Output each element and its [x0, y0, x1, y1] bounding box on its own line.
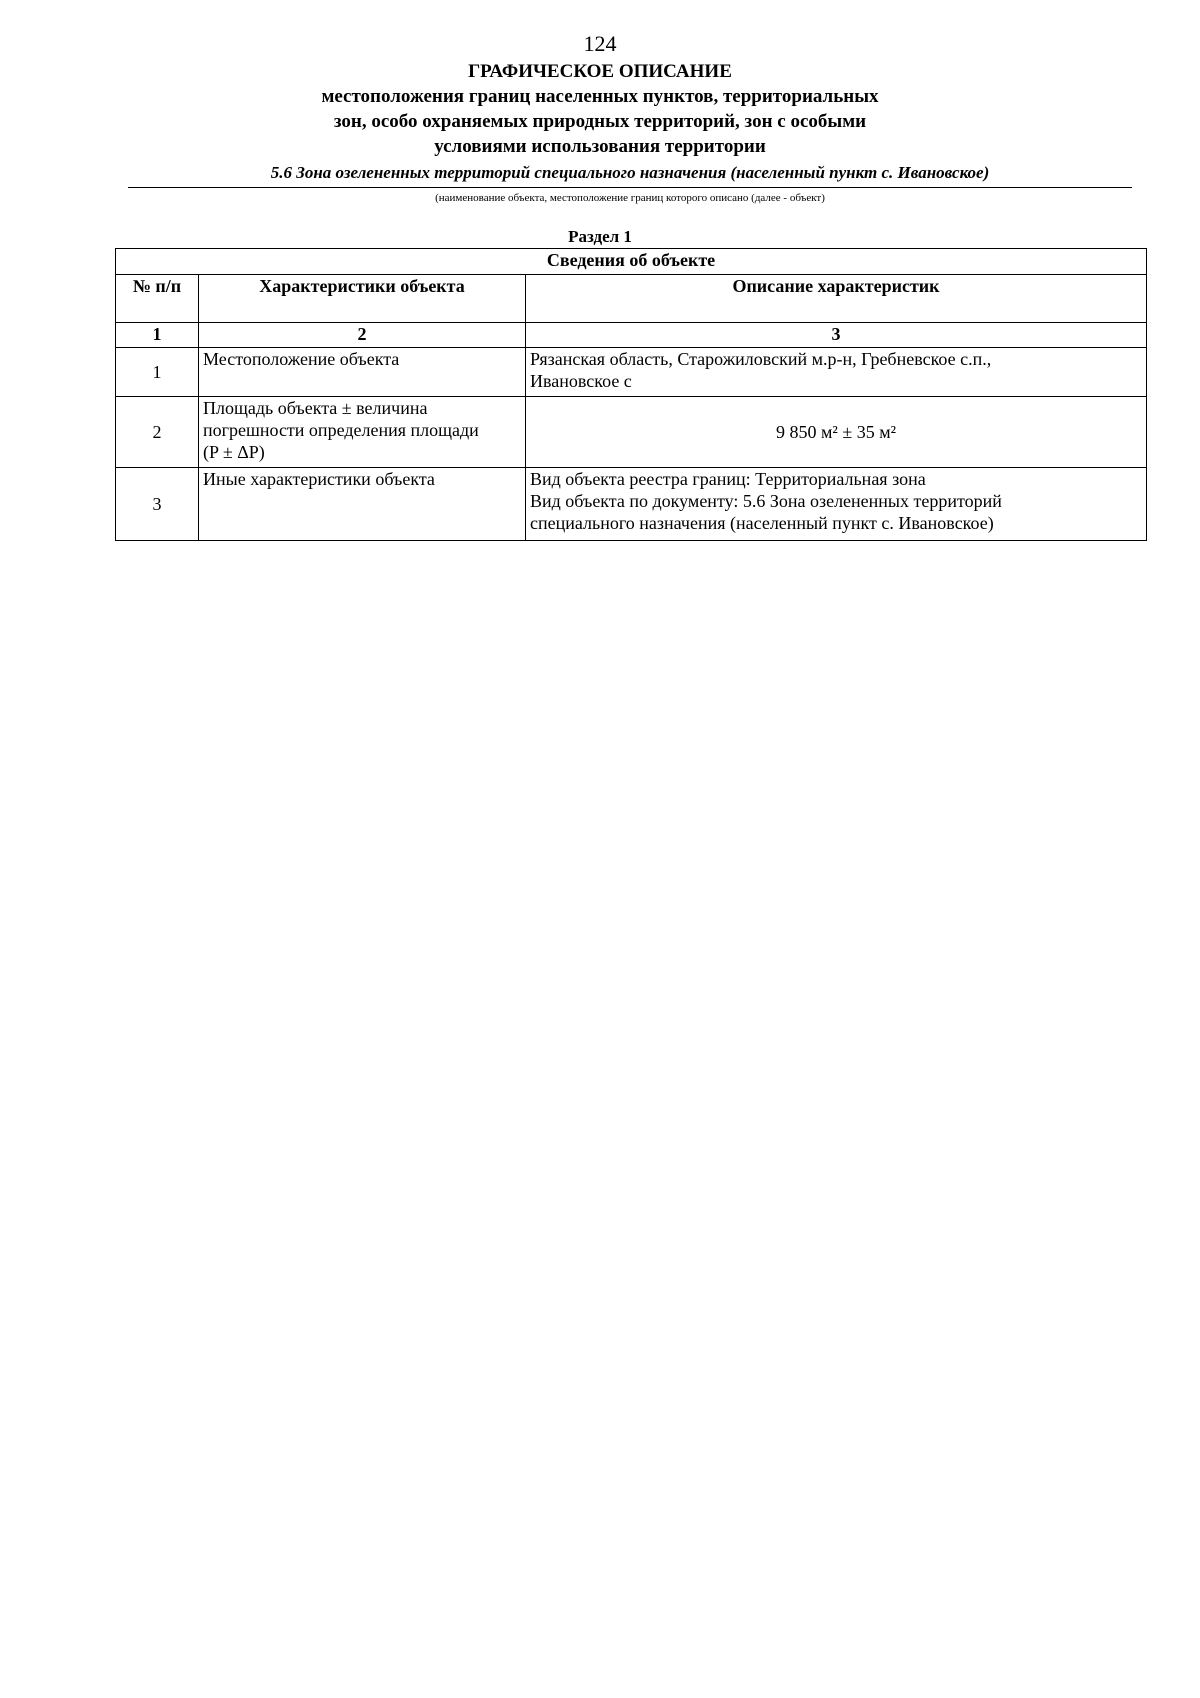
document-title: ГРАФИЧЕСКОЕ ОПИСАНИЕ	[468, 61, 732, 82]
row-description	[526, 468, 1147, 541]
document-subtitle	[150, 84, 1050, 159]
table-caption: Сведения об объекте	[116, 249, 1147, 275]
section-heading: Раздел 1	[568, 227, 632, 246]
row-number: 1	[116, 348, 199, 397]
subtitle-line: зон, особо охраняемых природных территорий, зон с особыми	[333, 111, 867, 132]
table-row	[116, 468, 1147, 541]
subtitle-line: условиями использования территории	[434, 136, 766, 157]
row-number: 3	[116, 468, 199, 541]
description-line: специального назначения (населенный пункт с. Ивановское)	[530, 513, 994, 533]
table-header-row	[116, 275, 1147, 323]
characteristic-line: (P ± ΔP)	[203, 442, 265, 462]
description-line: Вид объекта по документу: 5.6 Зона озелененных территорий	[530, 491, 1002, 511]
table-caption-row	[116, 249, 1147, 275]
row-characteristic: Иные характеристики объекта	[199, 468, 526, 541]
column-index: 1	[116, 323, 199, 348]
object-caption: (наименование объекта, местоположение границ которого описано (далее - объект)	[435, 192, 825, 204]
description-line: Ивановское с	[530, 371, 632, 391]
header-characteristics: Характеристики объекта	[199, 275, 526, 323]
row-description: 9 850 м² ± 35 м²	[526, 397, 1147, 468]
object-name: 5.6 Зона озелененных территорий специального назначения (населенный пункт с. Ивановское)	[270, 163, 990, 182]
table-row	[116, 397, 1147, 468]
row-characteristic: Местоположение объекта	[199, 348, 526, 397]
page-number: 124	[583, 31, 617, 56]
object-info-table	[115, 248, 1147, 541]
object-name-underline	[128, 187, 1132, 188]
subtitle-line: местоположения границ населенных пунктов, территориальных	[321, 86, 879, 107]
description-line: Рязанская область, Старожиловский м.р-н, Гребневское с.п.,	[530, 349, 992, 369]
column-index-row	[116, 323, 1147, 348]
description-line: Вид объекта реестра границ: Территориальная зона	[530, 469, 926, 489]
row-characteristic	[199, 397, 526, 468]
row-description	[526, 348, 1147, 397]
characteristic-line: Площадь объекта ± величина	[203, 398, 428, 418]
row-number: 2	[116, 397, 199, 468]
table-row	[116, 348, 1147, 397]
header-description: Описание характеристик	[526, 275, 1147, 323]
characteristic-line: погрешности определения площади	[203, 420, 479, 440]
column-index: 2	[199, 323, 526, 348]
column-index: 3	[526, 323, 1147, 348]
header-number: № п/п	[116, 275, 199, 323]
